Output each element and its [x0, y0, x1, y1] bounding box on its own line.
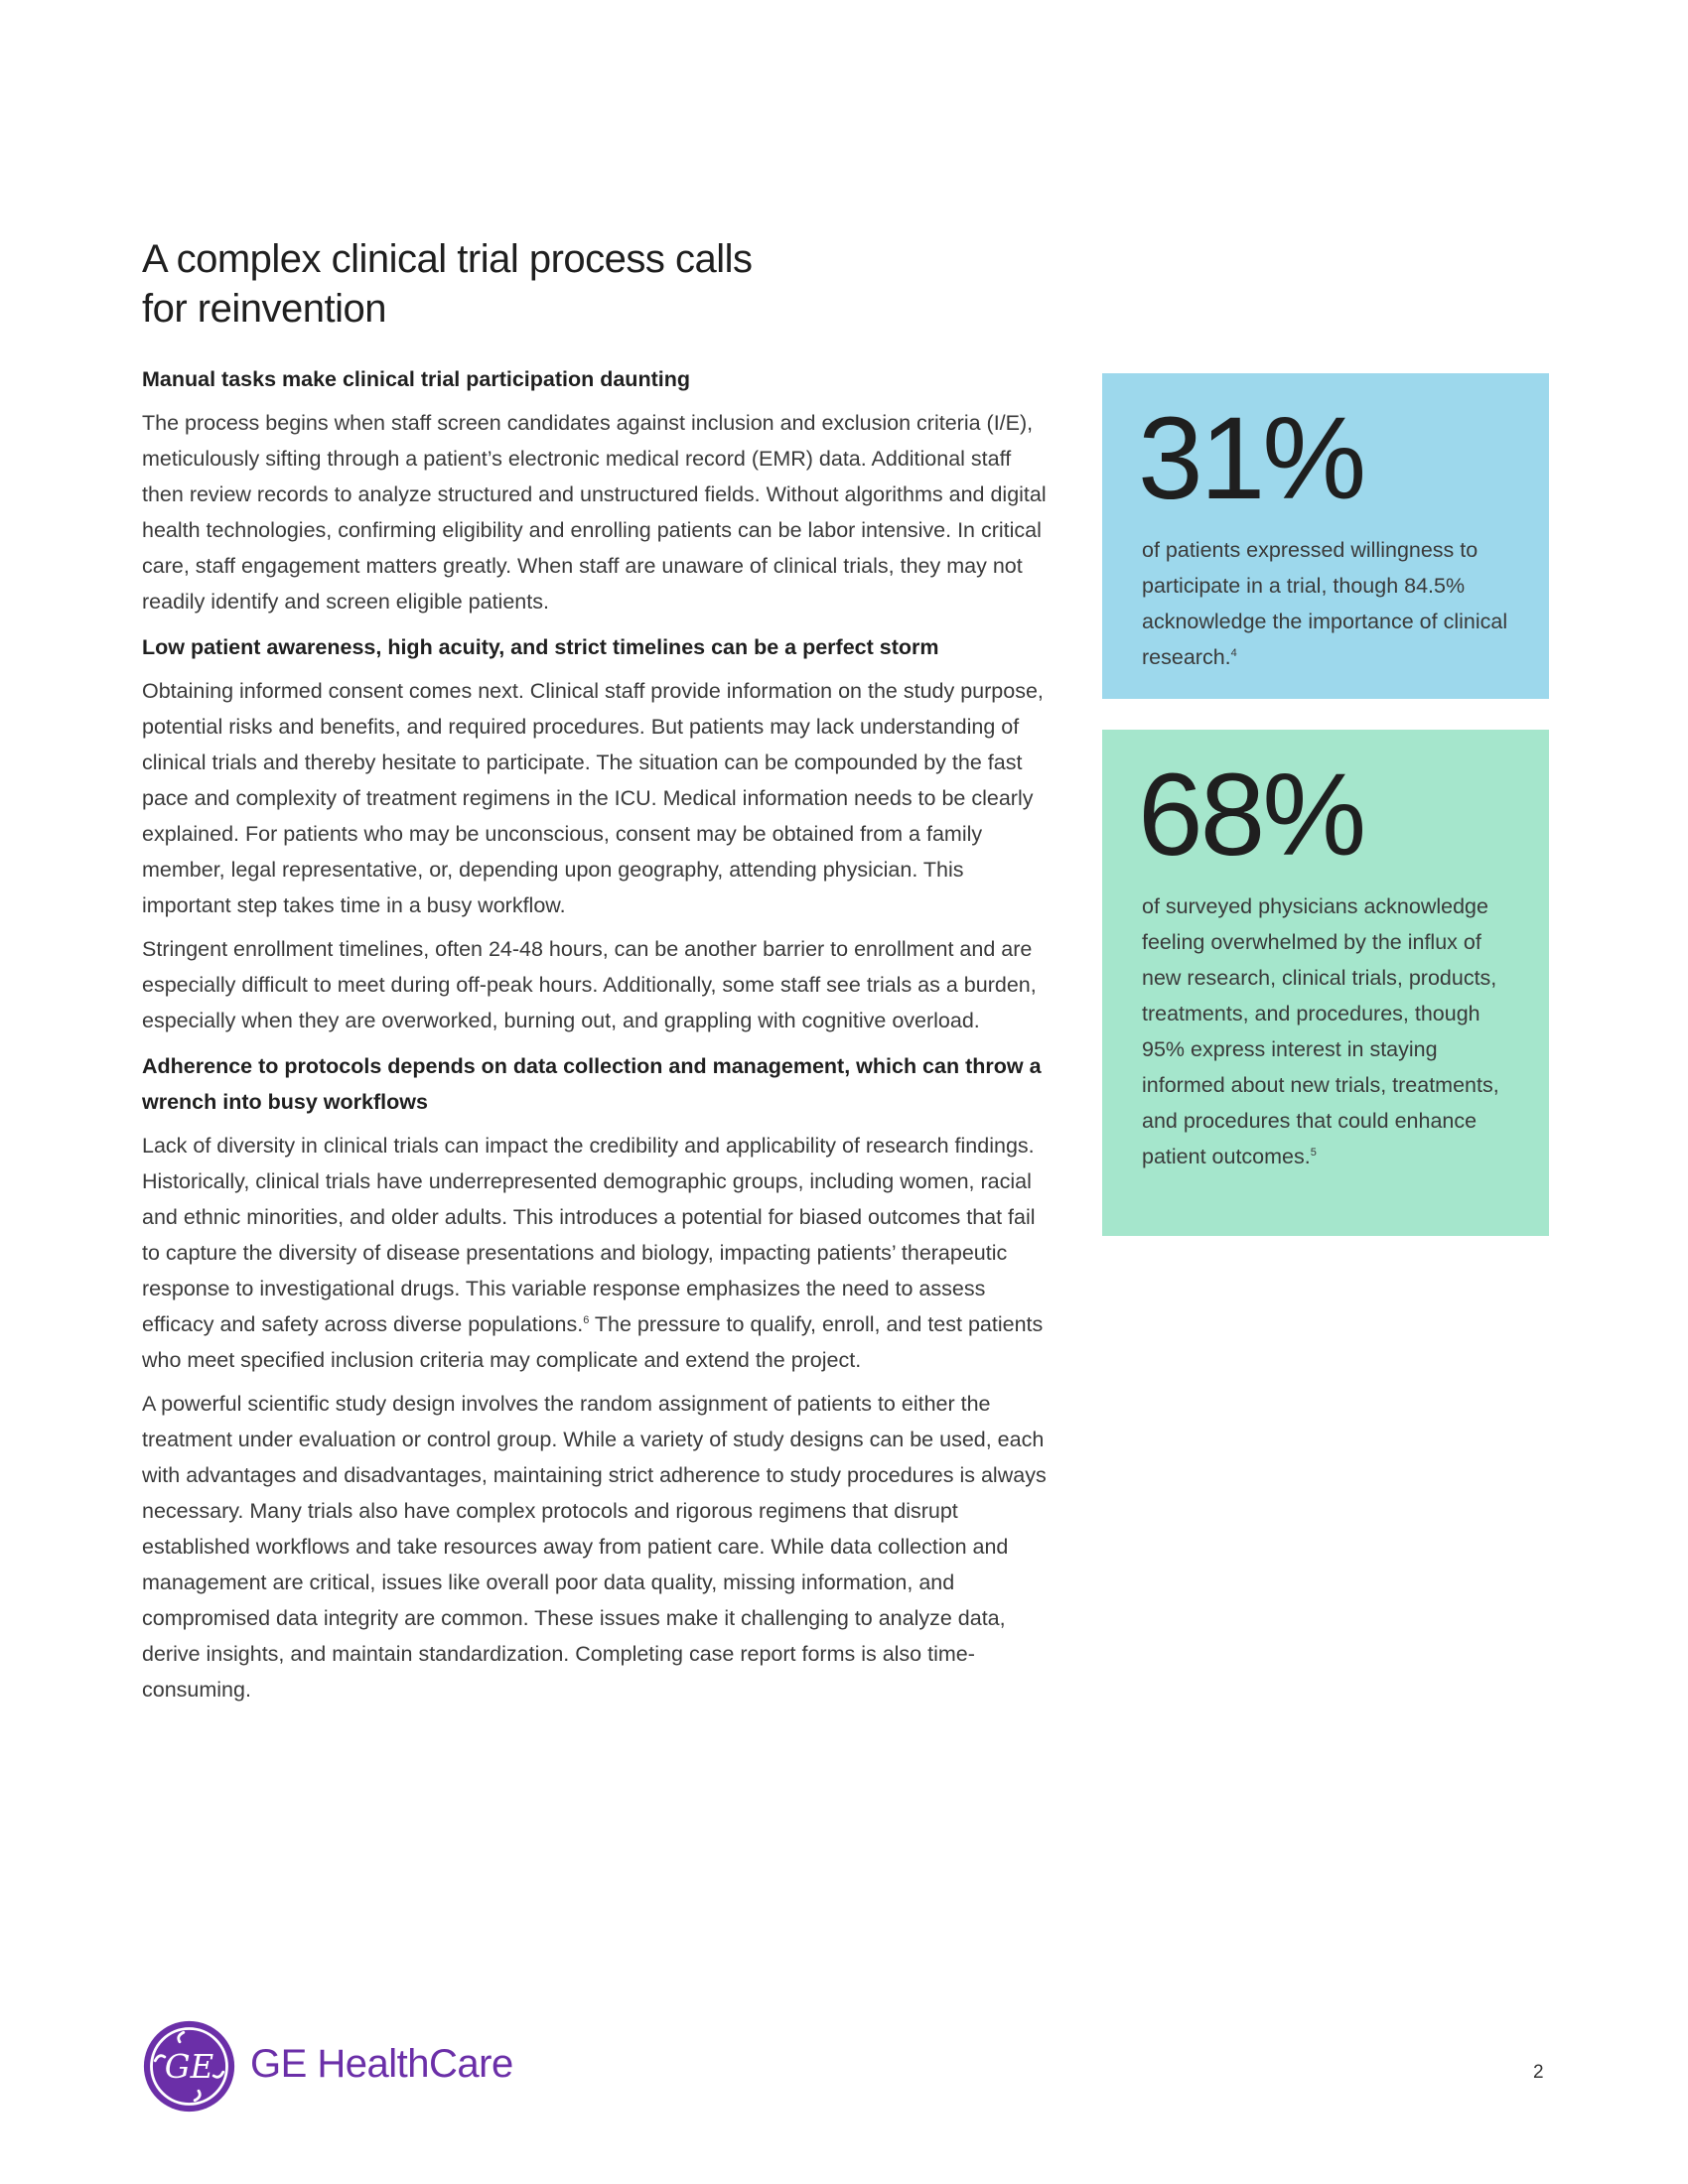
logo-text: GE [164, 2047, 214, 2086]
stat-callout-physicians [1102, 730, 1549, 1236]
brand-name: GE HealthCare [250, 2042, 513, 2086]
section-heading-adherence: Adherence to protocols depends on data collection and management, which can throw a wrench into busy workflows [142, 1054, 1042, 1114]
title-line-2: for reinvention [142, 287, 386, 331]
stat-value: 31% [1138, 393, 1364, 524]
paragraph [142, 1128, 1055, 1378]
stat-text: of patients expressed willingness to participate in a trial, though 84.5% acknowledge the importance of clinical research. [1142, 538, 1508, 669]
paragraph: A powerful scientific study design involves the random assignment of patients to either the treatment under evaluation or control group. While a variety of study designs can be used, each with advantages and disadvantages, maintaining strict adherence to study procedures is always necessary. Many trials also have complex protocols and rigorous regimens that disrupt established workflows and take resources away from patient care. While data collection and management are critical, issues like overall poor data quality, missing information, and compromised data integrity are common. These issues make it challenging to analyze data, derive insights, and maintain standardization. Completing case report forms is also time-consuming. [142, 1392, 1047, 1702]
paragraph: The process begins when staff screen candidates against inclusion and exclusion criteria (I/E), meticulously sifting through a patient’s electronic medical record (EMR) data. Additional staff then review records to analyze structured and unstructured fields. Without algorithms and digital health technologies, confirming eligibility and enrolling patients can be labor intensive. In critical care, staff engagement matters greatly. When staff are unaware of clinical trials, they may not readily identify and screen eligible patients. [142, 411, 1047, 614]
footnote-ref: 6 [583, 1313, 590, 1326]
main-body [142, 361, 1055, 1717]
paragraph: Stringent enrollment timelines, often 24-48 hours, can be another barrier to enrollment and are especially difficult to meet during off-peak hours. Additionally, some staff see trials as a burden, especially when they are overworked, burning out, and grappling with cognitive overload. [142, 937, 1037, 1032]
ge-monogram-logo-icon [142, 2019, 236, 2114]
paragraph-text: Lack of diversity in clinical trials can impact the credibility and applicability of research findings. Historically, clinical trials have underrepresented demographic groups, including women, racial and ethnic minorities, and older adults. This introduces a potential for biased outcomes that fail to capture the diversity of disease presentations and biology, impacting patients’ therapeutic response to investigational drugs. This variable response emphasizes the need to assess efficacy and safety across diverse populations. [142, 1134, 1036, 1336]
stat-description [1142, 888, 1515, 1174]
footnote-ref: 4 [1230, 646, 1237, 659]
title-line-1: A complex clinical trial process calls [142, 237, 753, 281]
page-number: 2 [1533, 2062, 1544, 2083]
page-title [142, 234, 837, 334]
stat-callout-patients [1102, 373, 1549, 699]
stat-text: of surveyed physicians acknowledge feeling overwhelmed by the influx of new research, clinical trials, products, treatments, and procedures, though 95% express interest in staying informed about new trials, treatments, and procedures that could enhance patient outcomes. [1142, 894, 1499, 1168]
stat-description [1142, 532, 1515, 675]
section-heading-low-awareness: Low patient awareness, high acuity, and strict timelines can be a perfect storm [142, 635, 939, 659]
paragraph-text: The pressure to qualify, enroll, and test patients who meet specified inclusion criteria may complicate and extend the project. [142, 1312, 1044, 1372]
section-heading-manual-tasks: Manual tasks make clinical trial participation daunting [142, 367, 690, 391]
paragraph: Obtaining informed consent comes next. Clinical staff provide information on the study purpose, potential risks and benefits, and required procedures. But patients may lack understanding of clinical trials and thereby hesitate to participate. The situation can be compounded by the fast pace and complexity of treatment regimens in the ICU. Medical information needs to be clearly explained. For patients who may be unconscious, consent may be obtained from a family member, legal representative, or, depending upon geography, attending physician. This important step takes time in a busy workflow. [142, 679, 1044, 917]
footnote-ref: 5 [1310, 1146, 1317, 1159]
stat-value: 68% [1138, 750, 1364, 881]
